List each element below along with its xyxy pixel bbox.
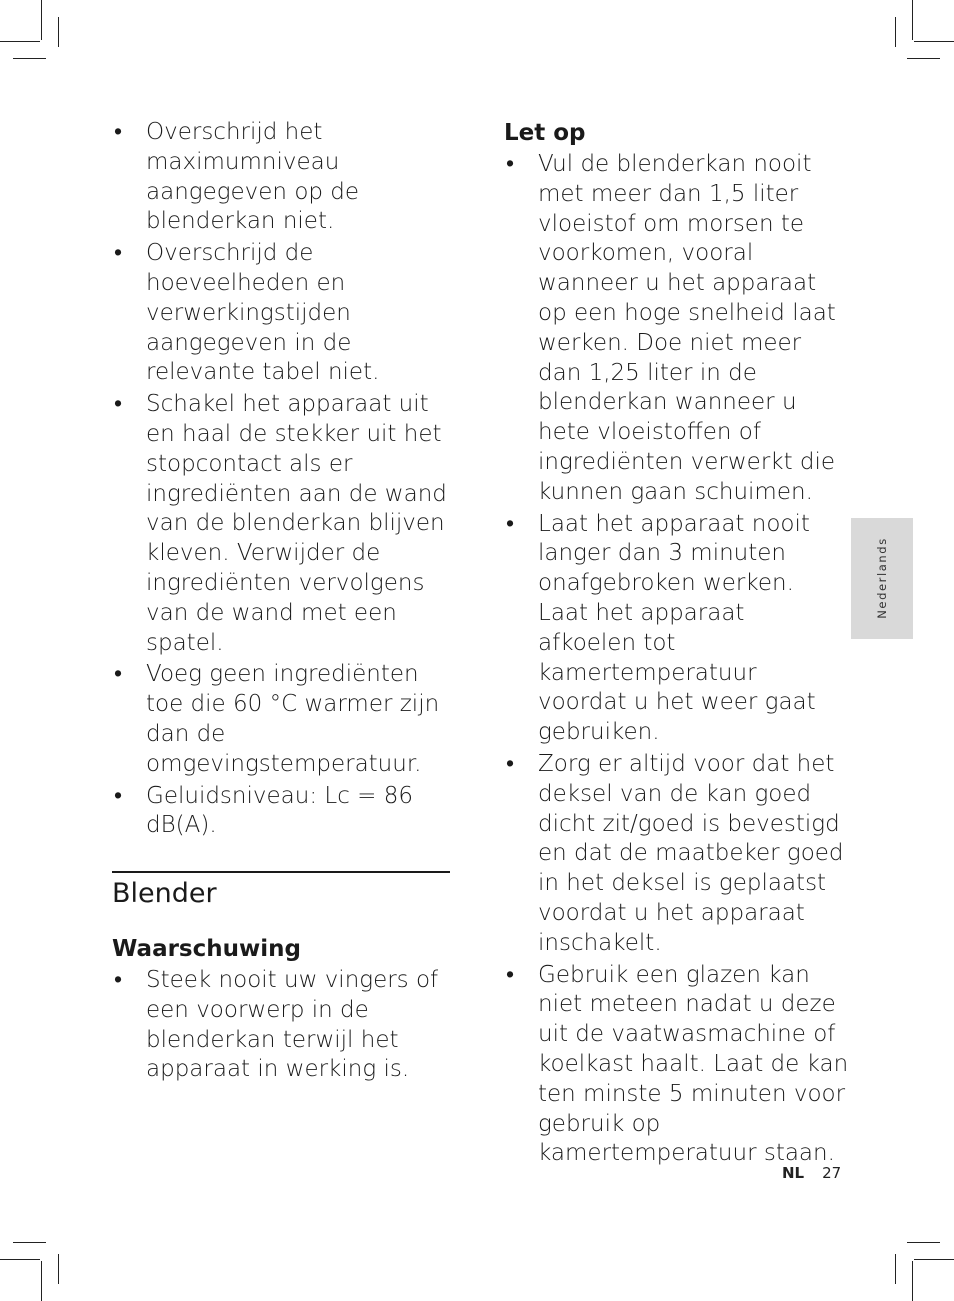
bullet-glyph: • [113, 240, 123, 267]
crop-mark [58, 17, 59, 47]
crop-mark [41, 1261, 42, 1301]
section-divider [112, 871, 450, 873]
crop-mark [0, 1259, 40, 1260]
list-item [112, 390, 452, 658]
bullet-text: Voeg geen ingrediënten toe die 60 °C warmer zijn dan de omgevingstemperatuur. [146, 661, 440, 777]
left-bullet-list [112, 118, 452, 841]
bullet-glyph: • [505, 961, 515, 988]
list-item [504, 150, 849, 508]
bullet-text: Gebruik een glazen kan niet meteen nadat u deze uit de vaatwasmachine of koelkast haalt. Laat de kan ten minste 5 minuten voor gebruik op kamertemperatuur staan. [538, 961, 849, 1167]
page-number: 27 [822, 1164, 842, 1182]
bullet-glyph: • [113, 661, 123, 688]
crop-mark [912, 0, 913, 40]
crop-mark [912, 1261, 913, 1301]
section-title-blender: Blender [112, 878, 217, 909]
crop-mark [907, 1242, 940, 1243]
crop-mark [0, 41, 40, 42]
bullet-text: Geluidsniveau: Lc = 86 dB(A). [146, 782, 413, 839]
list-item [504, 750, 849, 959]
right-bullet-list [504, 150, 849, 1169]
bullet-glyph: • [505, 151, 515, 177]
page-footer [782, 1164, 841, 1182]
bullet-glyph: • [113, 782, 123, 809]
crop-mark [13, 58, 46, 59]
crop-mark [58, 1254, 59, 1284]
crop-mark [895, 1254, 896, 1284]
bullet-glyph: • [505, 750, 515, 777]
bullet-glyph: • [113, 391, 123, 418]
list-item [112, 660, 452, 779]
footer-language-code: NL [782, 1164, 805, 1182]
warning-heading: Waarschuwing [112, 936, 301, 962]
crop-mark [914, 1259, 954, 1260]
crop-mark [13, 1242, 46, 1243]
language-side-tab [851, 518, 913, 639]
crop-mark [907, 58, 940, 59]
bullet-text: Overschrijd het maximumniveau aangegeven op de blenderkan niet. [146, 119, 360, 235]
bullet-text: Vul de blenderkan nooit met meer dan 1,5 liter vloeistof om morsen te voorkomen, vooral wanneer u het apparaat op een hoge snelheid laat werken. Doe niet meer dan 1,25 liter in de blenderkan wanneer u hete vloeistoffen of ingrediënten verwerkt die kunnen gaan schuimen. [538, 151, 836, 505]
bullet-text: Overschrijd de hoeveelheden en verwerkingstijden aangegeven in de relevante tabel niet. [146, 240, 380, 386]
bullet-text: Laat het apparaat nooit langer dan 3 minuten onafgebroken werken. Laat het apparaat afkoelen tot kamertemperatuur voordat u het weer gaat gebruiken. [538, 510, 816, 746]
warning-block [112, 934, 452, 1087]
list-item [112, 966, 452, 1085]
bullet-glyph: • [113, 967, 123, 993]
list-item [112, 118, 452, 237]
list-item [112, 782, 452, 842]
language-tab-label: Nederlands [875, 537, 889, 619]
crop-mark [895, 17, 896, 47]
list-item [504, 961, 849, 1170]
bullet-text: Schakel het apparaat uit en haal de stekker uit het stopcontact als er ingrediënten aan de wand van de blenderkan blijven kleven. Verwijder de ingrediënten vervolgens van de wand met een spatel. [146, 391, 447, 656]
list-item [112, 239, 452, 388]
list-item [504, 510, 849, 748]
warning-bullet-list [112, 966, 452, 1085]
bullet-glyph: • [505, 510, 515, 537]
bullet-glyph: • [113, 119, 123, 145]
bullet-text: Zorg er altijd voor dat het deksel van de kan goed dicht zit/goed is bevestigd en dat de maatbeker goed in het deksel is geplaatst voordat u het apparaat inschakelt. [538, 750, 844, 956]
caution-heading: Let op [504, 120, 586, 146]
crop-mark [41, 0, 42, 40]
left-column [112, 118, 452, 843]
crop-mark [914, 41, 954, 42]
bullet-text: Steek nooit uw vingers of een voorwerp in de blenderkan terwijl het apparaat in werking is. [146, 967, 439, 1083]
right-column [504, 118, 849, 1171]
